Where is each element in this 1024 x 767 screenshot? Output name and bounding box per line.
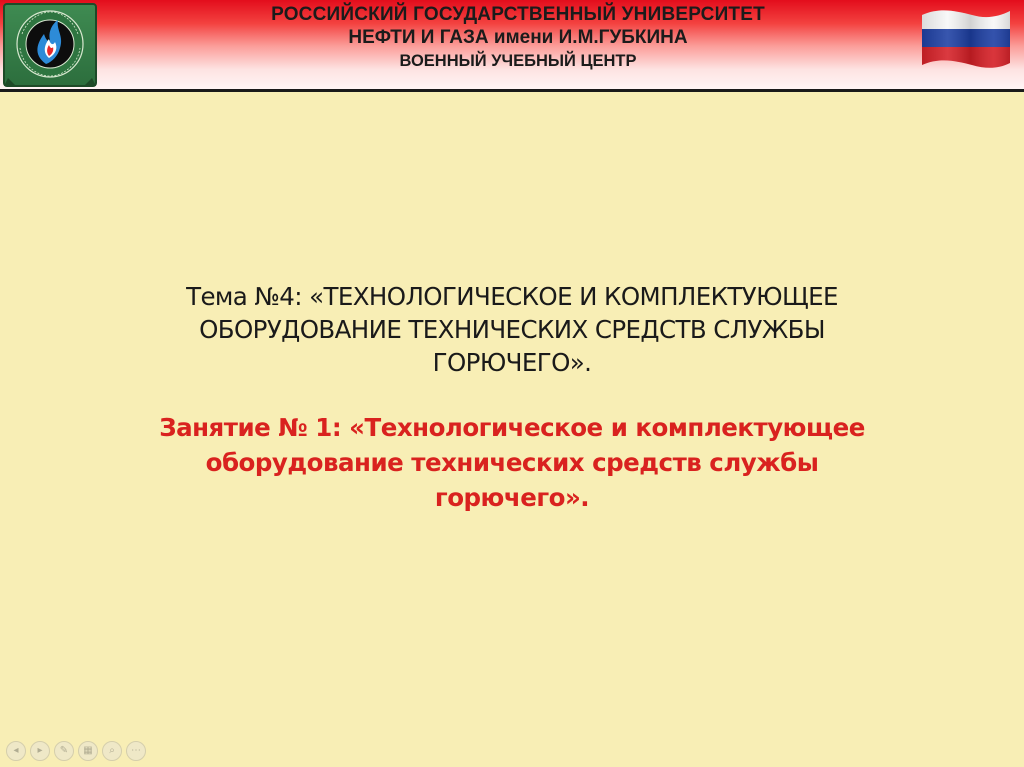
header-university-name: НЕФТИ И ГАЗА имени И.М.ГУБКИНА [348,27,688,49]
topic-title: Тема №4: «ТЕХНОЛОГИЧЕСКОЕ И КОМПЛЕКТУЮЩЕЕ ОБОРУДОВАНИЕ ТЕХНИЧЕСКИХ СРЕДСТВ СЛУЖБЫ ГОРЮЧЕГО». [186,282,838,378]
zoom-icon[interactable]: ⌕ [102,741,122,761]
header-university-line: РОССИЙСКИЙ ГОСУДАРСТВЕННЫЙ УНИВЕРСИТЕТ [271,4,765,25]
header-title [118,3,918,71]
arrow-left-icon[interactable]: ◂ [6,741,26,761]
pen-icon[interactable]: ✎ [54,741,74,761]
university-emblem-icon [2,2,98,88]
arrow-right-icon[interactable]: ▸ [30,741,50,761]
header-banner [0,0,1024,92]
slides-icon[interactable]: ▦ [78,741,98,761]
lesson-title: Занятие № 1: «Технологическое и комплектующее оборудование технических средств службы горючего». [159,413,865,513]
slide-toolbar [6,741,146,763]
russian-flag-icon [920,5,1012,73]
more-icon[interactable]: ⋯ [126,741,146,761]
header-center-name: ВОЕННЫЙ УЧЕБНЫЙ ЦЕНТР [399,51,637,70]
